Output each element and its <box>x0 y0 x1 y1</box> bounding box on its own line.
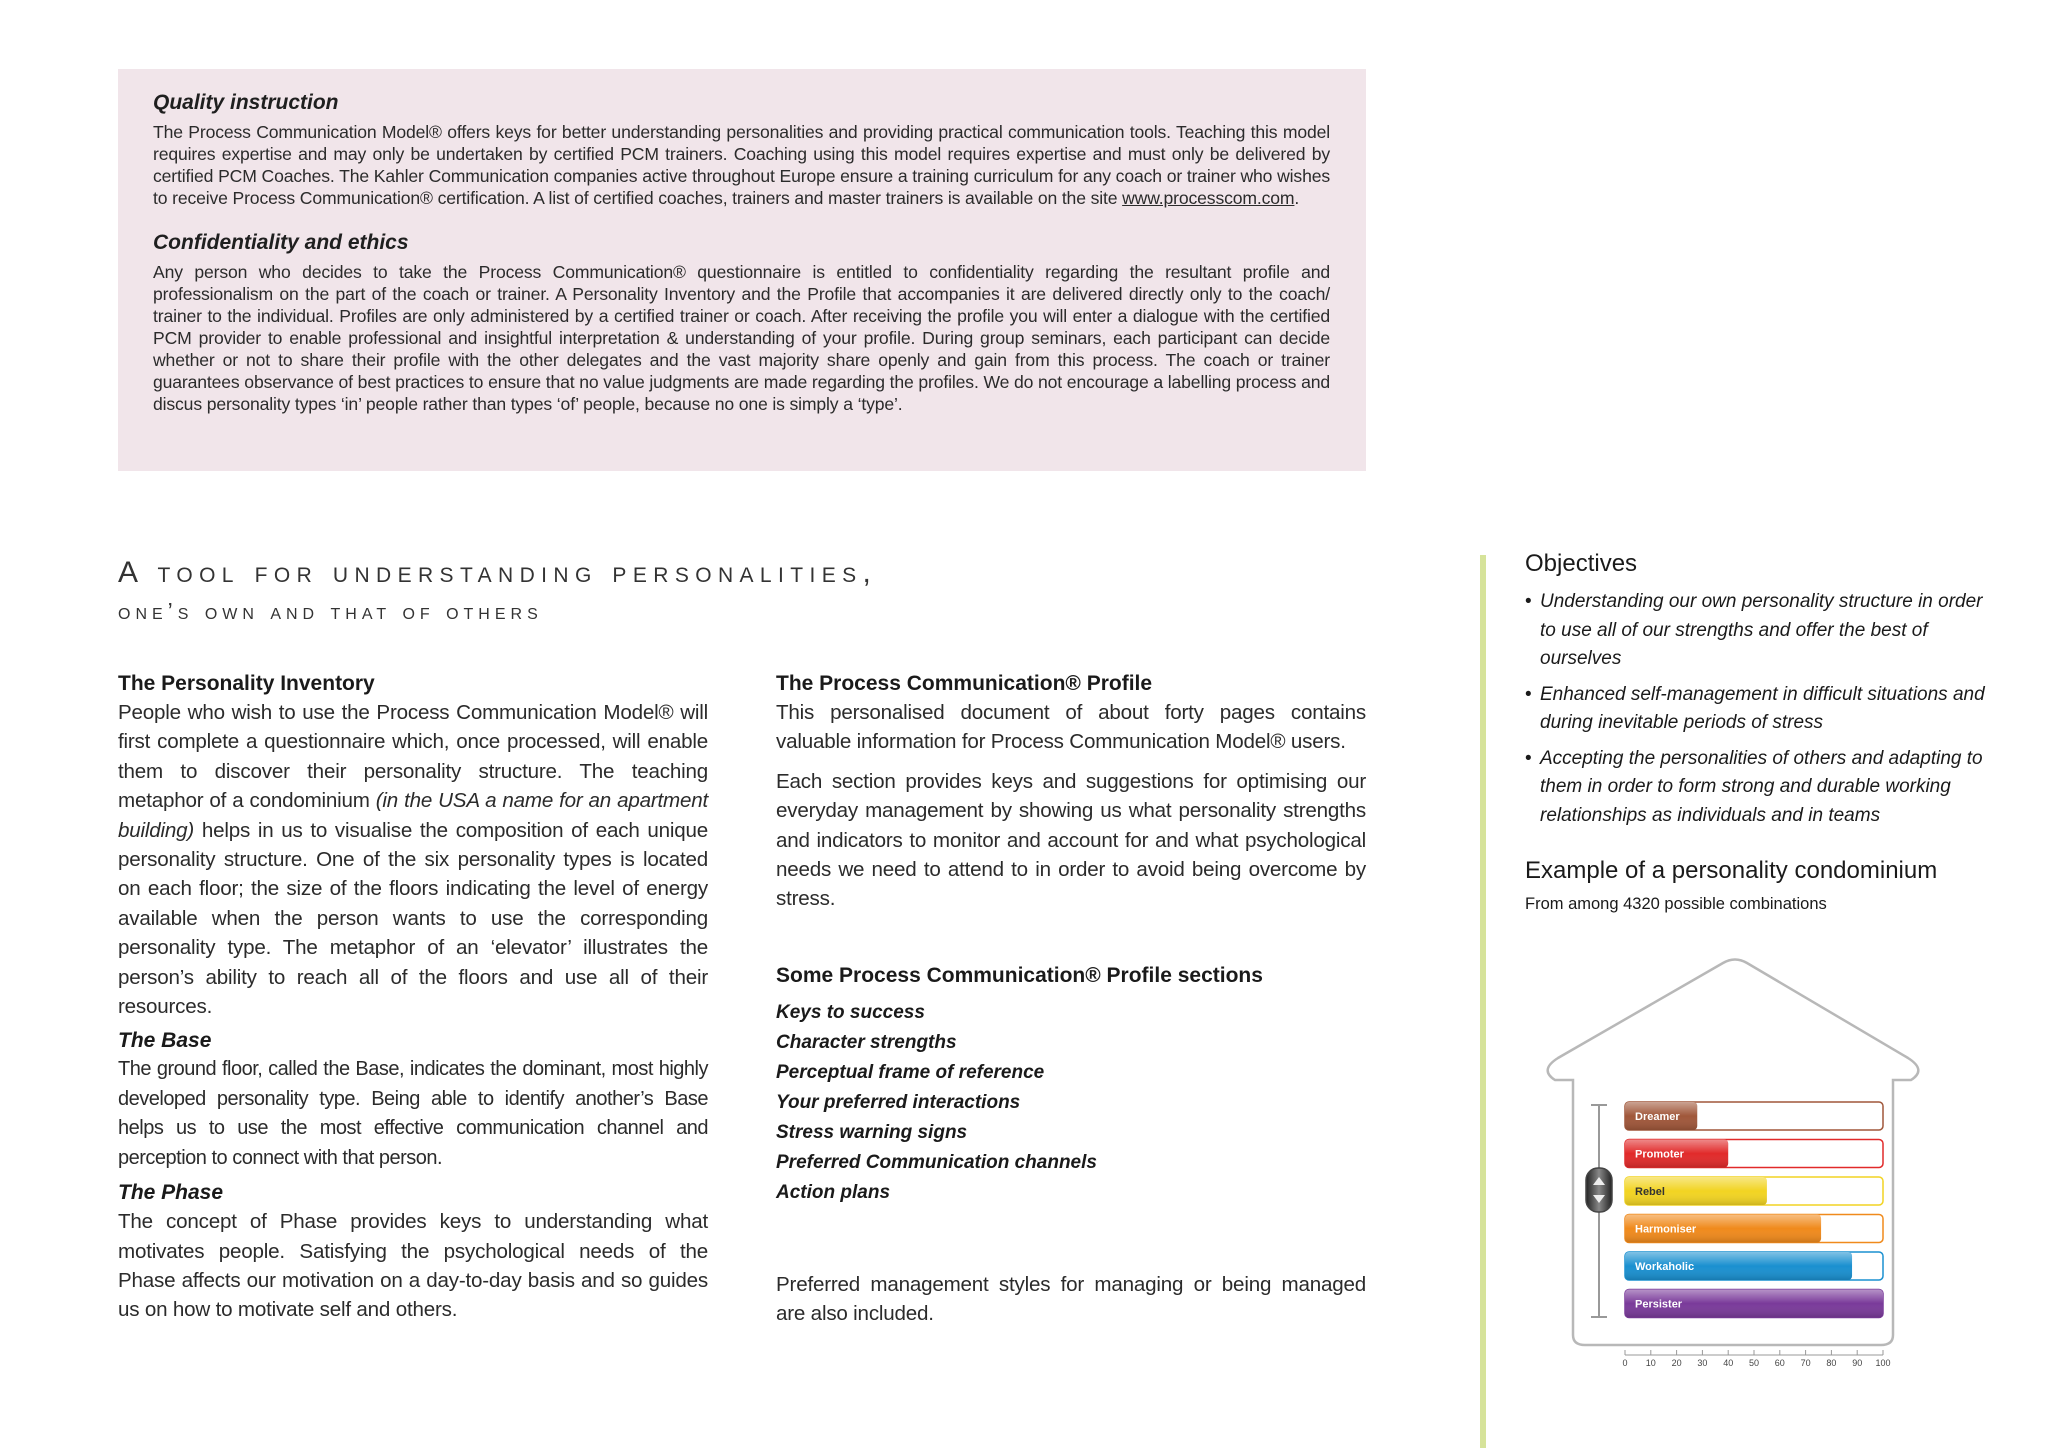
list-item: Action plans <box>776 1181 891 1203</box>
phase-text: The concept of Phase provides keys to understanding what motivates people. Satisfying the psychological needs of the Phase affects our motivation on a day-to-day basis and so guides us on how to motivate self and others. <box>118 1210 708 1322</box>
list-item: • Understanding our own personality structure in order to use all of our strengths and offer the best of ourselves <box>1525 588 1995 674</box>
example-heading: Example of a personality condominium <box>1525 857 1938 884</box>
x-tick-label: 60 <box>1774 1358 1785 1368</box>
left-column <box>118 672 708 1325</box>
x-tick-label: 10 <box>1645 1358 1656 1368</box>
list-item: Perceptual frame of reference <box>776 1061 1045 1083</box>
page-title: A tool for understanding personalities, <box>118 556 878 589</box>
info-box <box>118 69 1366 471</box>
list-item: • Accepting the personalities of others and adapting to them in order to form strong and durable working relationships as individuals and in teams <box>1525 745 1995 831</box>
elevator-icon <box>1586 1168 1612 1212</box>
bar-label: Promoter <box>1635 1148 1684 1161</box>
list-item: Stress warning signs <box>776 1121 968 1143</box>
bar-label: Rebel <box>1635 1186 1665 1198</box>
confidentiality-heading: Confidentiality and ethics <box>153 231 409 254</box>
condominium-chart <box>1525 955 1945 1375</box>
quality-heading: Quality instruction <box>153 91 339 114</box>
page-subtitle: one’s own and that of others <box>118 598 543 624</box>
x-tick-label: 0 <box>1622 1358 1628 1368</box>
example-subtitle: From among 4320 possible combinations <box>1525 895 1827 913</box>
bar-label: Dreamer <box>1635 1111 1680 1123</box>
quality-text: The Process Communication Model® offers keys for better understanding personalities and providing practical communication tools. Teaching this model requires expertise and may only be undertaken by certified PCM trainers. Coaching using this model requires expertise and must only be delivered by certified PCM Coaches. The Kahler Communication companies active throughout Europe ensure a training curriculum for any coach or trainer who wishes to receive Process Communication® certification. A list of certified coaches, trainers and master trainers is available on the site www.processcom.com. <box>153 122 1330 208</box>
x-tick-label: 20 <box>1671 1358 1682 1368</box>
bar-label: Harmoniser <box>1635 1223 1697 1236</box>
list-item: Keys to success <box>776 1001 925 1023</box>
right-column <box>1525 550 1995 914</box>
column-divider <box>1480 555 1486 1448</box>
sections-heading: Some Process Communication® Profile sections <box>776 963 1263 987</box>
confidentiality-text: Any person who decides to take the Process Communication® questionnaire is entitled to confidentiality regarding the resultant profile and professionalism on the part of the coach or trainer. A Personality Inventory and the Profile that accompanies it are delivered directly only to the coach/ trainer to the individual. Profiles are only administered by a certified trainer or coach. After receiving the profile you will enter a dialogue with the certified PCM provider to enable professional and insightful interpretation & understanding of your profile. During group seminars, each participant can decide whether or not to share their profile with the other delegates and the vast majority share openly and gain from this process. The coach or trainer guarantees observance of best practices to ensure that no value judgments are made regarding the profiles. We do not encourage a labelling process and discus personality types ‘in’ people rather than types ‘of’ people, because no one is simply a ‘type’. <box>153 262 1330 414</box>
x-tick-label: 70 <box>1800 1358 1811 1368</box>
list-item: • Enhanced self-management in difficult situations and during inevitable periods of stress <box>1525 681 1995 738</box>
management-text: Preferred management styles for managing or being managed are also included. <box>776 1272 1366 1326</box>
bar-label: Persister <box>1635 1298 1683 1311</box>
list-item: Preferred Communication channels <box>776 1151 1097 1173</box>
list-item: Your preferred interactions <box>776 1091 1021 1113</box>
x-tick-label: 50 <box>1748 1358 1760 1368</box>
profile-heading: The Process Communication® Profile <box>776 672 1153 695</box>
list-item: Character strengths <box>776 1031 957 1053</box>
inventory-heading: The Personality Inventory <box>118 672 375 695</box>
x-tick-label: 30 <box>1697 1358 1708 1368</box>
processcom-link[interactable]: www.processcom.com <box>1122 188 1295 208</box>
x-tick-label: 100 <box>1875 1358 1891 1368</box>
x-tick-label: 90 <box>1852 1358 1863 1368</box>
objectives-heading: Objectives <box>1525 550 1638 577</box>
bar-label: Workaholic <box>1635 1261 1695 1273</box>
base-text: The ground floor, called the Base, indicates the dominant, most highly developed personality type. Being able to identify another’s Base helps us to use the most effective communication channel and perception to connect with that person. <box>118 1058 708 1169</box>
middle-column <box>776 672 1366 1329</box>
profile-text-2: Each section provides keys and suggestions for optimising our everyday management by showing us what personality strengths and indicators to monitor and account for and what psychological needs we need to attend to in order to avoid being overcome by stress. <box>776 769 1366 911</box>
sections-list <box>776 998 1366 1208</box>
x-tick-label: 80 <box>1826 1358 1837 1368</box>
phase-heading: The Phase <box>118 1181 224 1205</box>
inventory-text: People who wish to use the Process Communication Model® will first complete a questionnaire which, once processed, will enable them to discover their personality structure. The teaching metaphor of a condominium (in the USA a name for an apartment building) helps in us to visualise the composition of each unique personality structure. One of the six personality types is located on each floor; the size of the floors indicating the level of energy available when the person wants to use the corresponding personality type. The metaphor of an ‘elevator’ illustrates the person’s ability to reach all of the floors and use all of their resources. <box>118 701 708 1019</box>
objectives-list <box>1525 588 1995 830</box>
profile-text-1: This personalised document of about forty pages contains valuable information for Process Communication Model® users. <box>776 701 1366 754</box>
base-heading: The Base <box>118 1029 212 1053</box>
x-tick-label: 40 <box>1723 1358 1734 1368</box>
